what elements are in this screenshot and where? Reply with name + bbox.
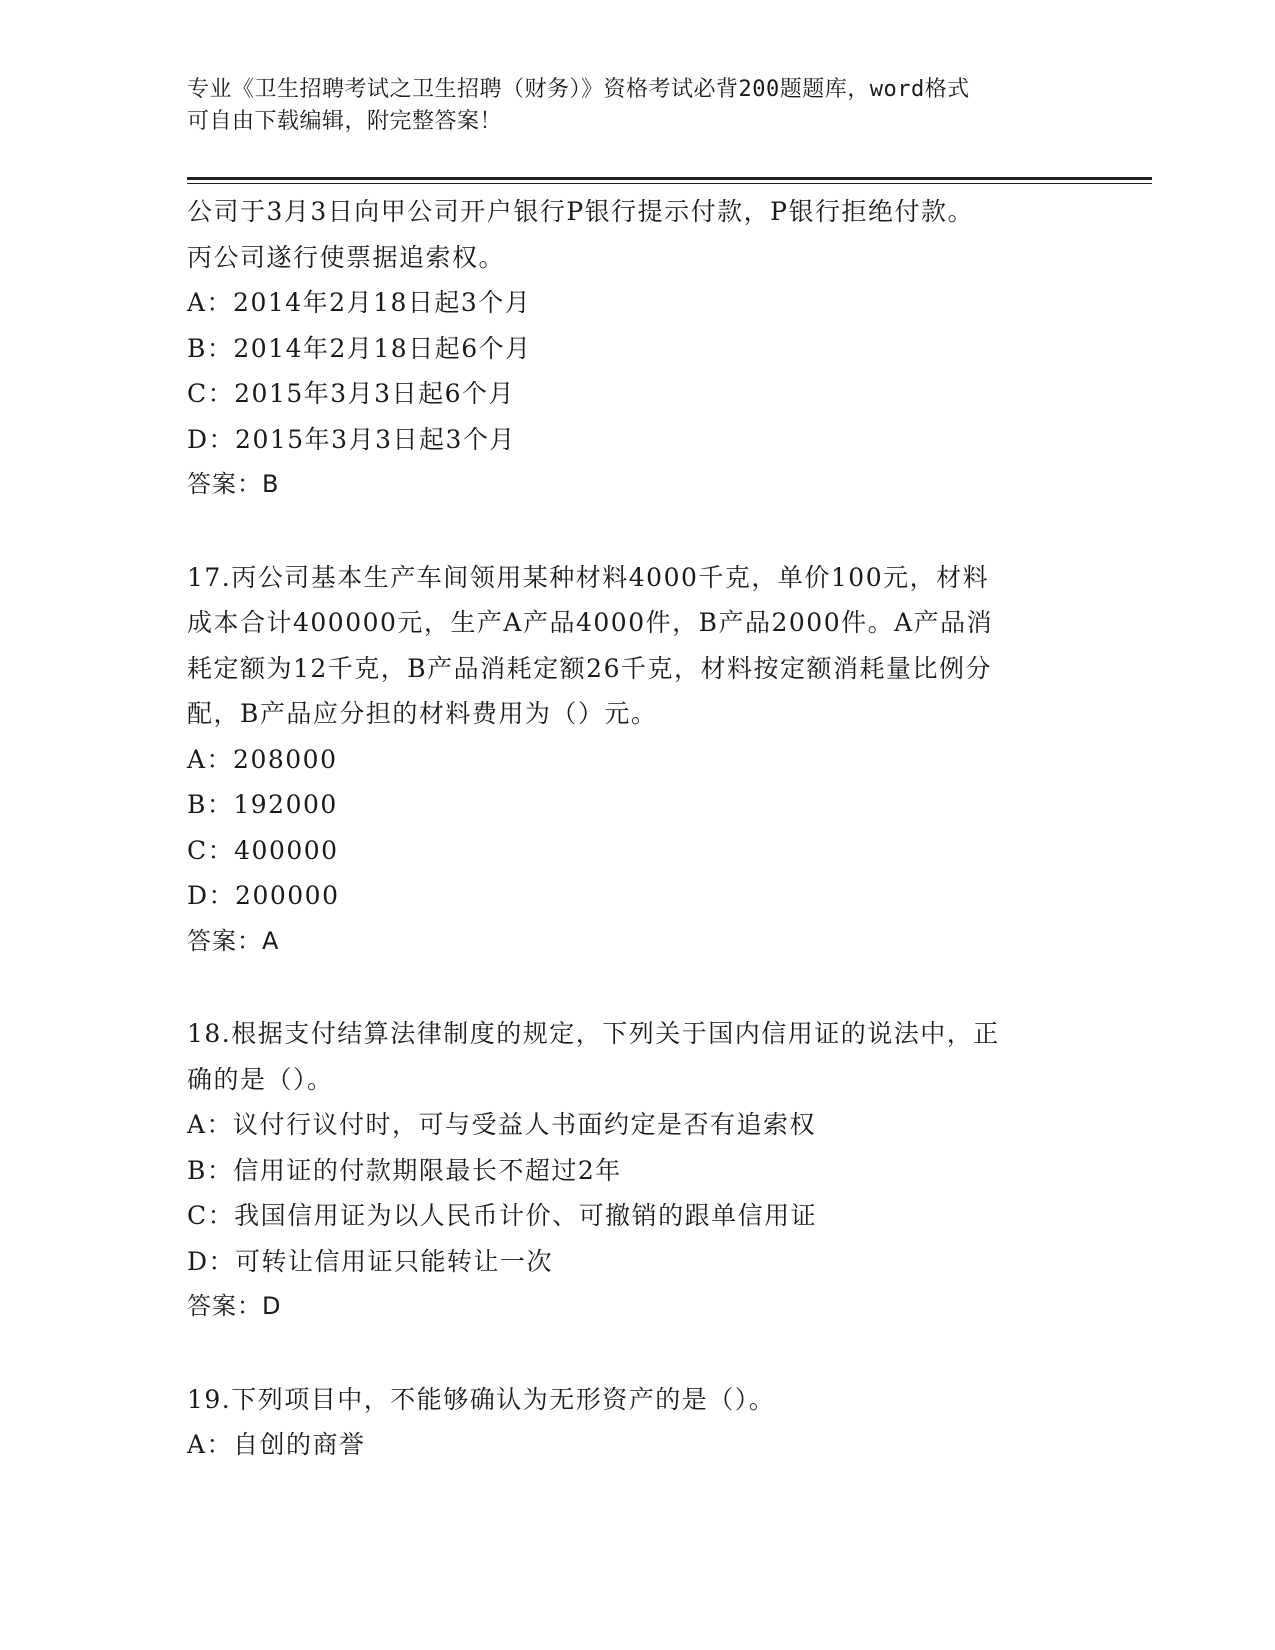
option-b: B：192000 (187, 790, 338, 819)
question-text: 确的是（）。 (187, 1064, 334, 1094)
option-a: A：议付行议付时，可与受益人书面约定是否有追索权 (187, 1110, 817, 1139)
option-c: C：2015年3月3日起6个月 (187, 379, 515, 408)
header-line-2: 可自由下载编辑，附完整答案！ (187, 109, 503, 134)
option-c: C：我国信用证为以人民币计价、可撤销的跟单信用证 (187, 1201, 818, 1230)
header-line-1: 专业《卫生招聘考试之卫生招聘（财务）》资格考试必背200题题库，word格式 (187, 77, 970, 102)
question-text: 17.丙公司基本生产车间领用某种材料4000千克，单价100元，材料 (187, 562, 990, 592)
option-b: B：信用证的付款期限最长不超过2年 (187, 1155, 622, 1185)
document-header (187, 74, 1087, 138)
question-text: 19.下列项目中，不能够确认为无形资产的是（）。 (187, 1384, 776, 1414)
option-a: A：自创的商誉 (187, 1430, 366, 1459)
option-d: D：可转让信用证只能转让一次 (187, 1246, 554, 1276)
option-d: D：2015年3月3日起3个月 (187, 424, 516, 454)
question-text: 成本合计400000元，生产A产品4000件，B产品2000件。A产品消 (187, 608, 994, 637)
question-19 (187, 1377, 1107, 1468)
question-list (187, 189, 1107, 1468)
answer: 答案：A (187, 926, 280, 955)
header-divider-thin (187, 183, 1152, 184)
question-text: 配，B产品应分担的材料费用为（）元。 (187, 699, 658, 728)
question-text: 丙公司遂行使票据追索权。 (187, 242, 506, 272)
option-a: A：208000 (187, 744, 338, 774)
question-16 (187, 189, 1107, 508)
answer: 答案：D (187, 1292, 282, 1320)
question-17 (187, 555, 1107, 965)
question-text: 18.根据支付结算法律制度的规定，下列关于国内信用证的说法中，正 (187, 1019, 1000, 1048)
answer: 答案：B (187, 470, 280, 498)
option-b: B：2014年2月18日起6个月 (187, 333, 532, 363)
option-a: A：2014年2月18日起3个月 (187, 288, 532, 317)
question-18 (187, 1011, 1107, 1330)
header-divider-thick (187, 177, 1152, 180)
question-text: 耗定额为12千克，B产品消耗定额26千克，材料按定额消耗量比例分 (187, 653, 992, 683)
option-c: C：400000 (187, 835, 339, 865)
option-d: D：200000 (187, 881, 340, 910)
question-text: 公司于3月3日向甲公司开户银行P银行提示付款，P银行拒绝付款。 (187, 197, 974, 226)
